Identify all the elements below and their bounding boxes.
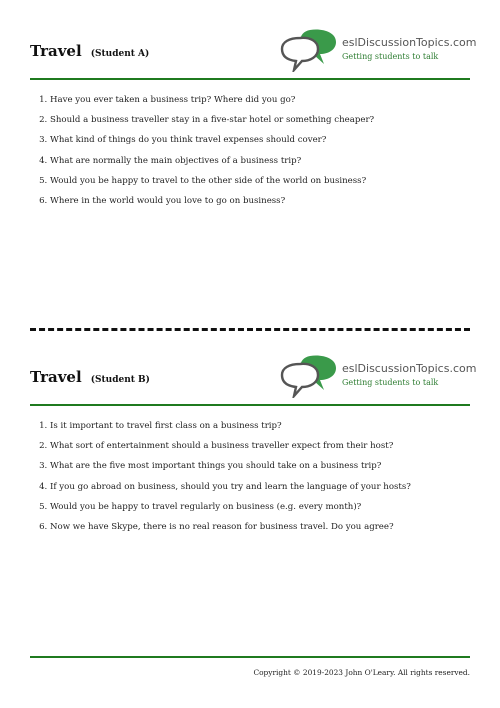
- title-text: Travel: [30, 42, 82, 60]
- list-item: 3. What are the five most important things you should take on a business trip?: [50, 456, 470, 476]
- list-item: 5. Would you be happy to travel regularly on business (e.g. every month)?: [50, 497, 470, 517]
- section-student-a: [30, 28, 477, 211]
- list-item: 6. Now we have Skype, there is no real reason for business travel. Do you agree?: [50, 517, 470, 537]
- list-item: 6. Where in the world would you love to go on business?: [50, 191, 470, 211]
- site-logo: [280, 28, 477, 72]
- site-logo: [280, 354, 477, 398]
- copyright-notice: Copyright © 2019-2023 John O'Leary. All rights reserved.: [253, 668, 470, 677]
- speech-bubbles-icon: [280, 354, 342, 398]
- title-text: Travel: [30, 368, 82, 386]
- list-item: 4. If you go abroad on business, should you try and learn the language of your hosts?: [50, 477, 470, 497]
- page-title: [30, 367, 150, 386]
- page-title: [30, 41, 149, 60]
- brand-name: eslDiscussionTopics.com: [342, 362, 477, 375]
- brand-tagline: Getting students to talk: [342, 378, 439, 387]
- list-item: 3. What kind of things do you think travel expenses should cover?: [50, 130, 470, 150]
- list-item: 1. Is it important to travel first class on a business trip?: [50, 416, 470, 436]
- section-student-b: [30, 354, 477, 537]
- header-rule: [30, 78, 470, 80]
- list-item: 2. What sort of entertainment should a business traveller expect from their host?: [50, 436, 470, 456]
- student-label: (Student B): [90, 375, 150, 385]
- header-rule: [30, 404, 470, 406]
- student-label: (Student A): [90, 49, 150, 59]
- question-list: [30, 90, 470, 211]
- question-list: [30, 416, 470, 537]
- brand-tagline: Getting students to talk: [342, 52, 439, 61]
- brand-name: eslDiscussionTopics.com: [342, 36, 477, 49]
- speech-bubbles-icon: [280, 28, 342, 72]
- cut-line-divider: [30, 328, 470, 331]
- section-header: [30, 354, 477, 404]
- list-item: 4. What are normally the main objectives of a business trip?: [50, 151, 470, 171]
- footer-rule: [30, 656, 470, 658]
- list-item: 2. Should a business traveller stay in a five-star hotel or something cheaper?: [50, 110, 470, 130]
- list-item: 5. Would you be happy to travel to the other side of the world on business?: [50, 171, 470, 191]
- list-item: 1. Have you ever taken a business trip? Where did you go?: [50, 90, 470, 110]
- section-header: [30, 28, 477, 78]
